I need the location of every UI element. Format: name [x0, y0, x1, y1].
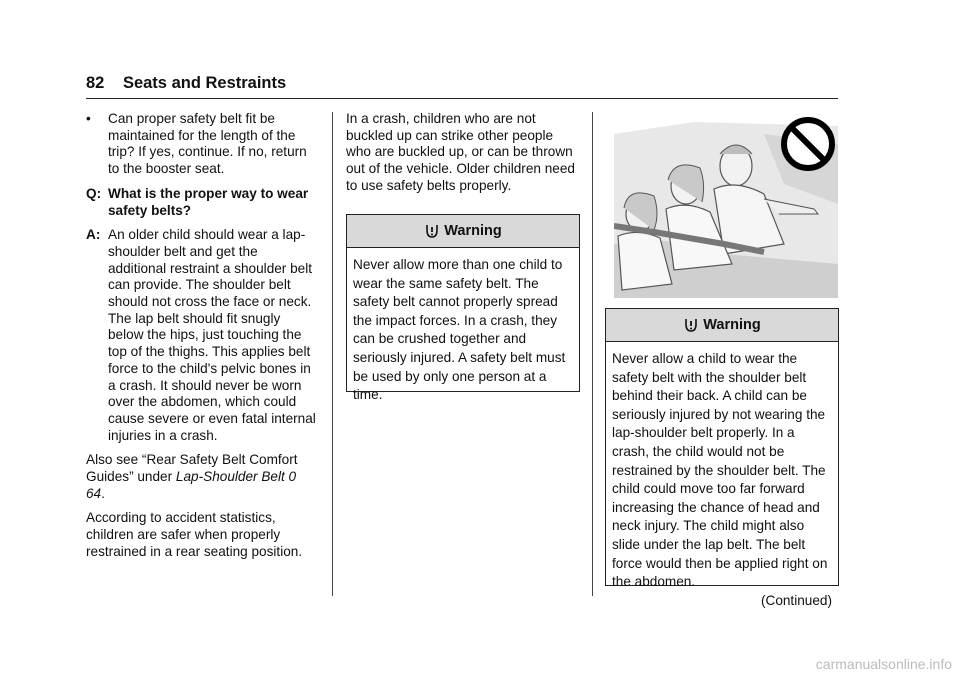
- answer-text: An older child should wear a lap-shoulder belt and get the additional restraint a shoulder belt can provide. The shoulder belt should not cross the face or neck. The lap belt should fit snugly below the hips, just touching the top of the thighs. This applies belt force to the child's pelvic bones in a crash. It should never be worn over the abdomen, which could cause severe or even fatal internal injuries in a crash.: [108, 227, 316, 443]
- answer: [86, 227, 318, 444]
- prohibition-icon: [784, 120, 832, 168]
- also-see-end: .: [101, 485, 105, 501]
- watermark: carmanualsonline.info: [815, 656, 952, 672]
- column-1: [86, 111, 318, 569]
- cross-reference-link[interactable]: Lap-Shoulder Belt: [175, 469, 285, 485]
- question-label: Q:: [86, 185, 102, 201]
- column-divider: [592, 112, 593, 596]
- also-see-paragraph: [86, 452, 318, 502]
- page-number: 82: [86, 74, 105, 92]
- column-divider: [332, 112, 333, 596]
- warning-box-1: [346, 214, 580, 403]
- warning-header: [606, 309, 838, 342]
- also-see-text: Also see “Rear Safety Belt Comfort Guides” under: [86, 452, 298, 485]
- column-2: [346, 111, 578, 203]
- bullet-text: Can proper safety belt fit be maintained for the length of the trip? If yes, continue. If no, return to the booster seat.: [108, 111, 307, 177]
- intro-paragraph: In a crash, children who are not buckled up can strike other people who are buckled up, or can be thrown out of the vehicle. Older children need to use safety belts properly.: [346, 111, 575, 193]
- warning-header: [347, 215, 579, 248]
- question: [86, 186, 318, 219]
- question-text: What is the proper way to wear safety belts?: [108, 185, 309, 218]
- warning-text: Never allow more than one child to wear the same safety belt. The safety belt cannot properly spread the impact forces. In a crash, they can be crushed together and seriously injured. A safety belt must be used by only one person at a time.: [353, 257, 566, 403]
- bullet-marker: •: [86, 111, 91, 126]
- header-rule: [86, 98, 838, 99]
- list-item: [86, 111, 318, 178]
- children-seatbelt-illustration: [614, 114, 838, 298]
- statistics-paragraph: According to accident statistics, children are safer when properly restrained in a rear seating position.: [86, 510, 303, 559]
- warning-title: Warning: [444, 223, 502, 239]
- section-title: Seats and Restraints: [122, 74, 287, 92]
- continued-label: (Continued): [760, 592, 832, 608]
- warning-triangle-icon: [683, 317, 699, 333]
- warning-box-2: [605, 308, 839, 608]
- page-reference[interactable]: 0 64: [86, 469, 297, 501]
- page-header: [86, 74, 286, 93]
- warning-triangle-icon: [424, 223, 440, 239]
- warning-text: Never allow a child to wear the safety belt with the shoulder belt behind their back. A child can be seriously injured by not wearing the lap-shoulder belt properly. In a crash, the child would not be restrained by the shoulder belt. The child could move too far forward increasing the chance of head and neck injury. The child might also slide under the lap belt. The belt force would then be applied right on the abdomen.: [612, 351, 828, 590]
- warning-title: Warning: [703, 317, 761, 333]
- answer-label: A:: [86, 227, 101, 243]
